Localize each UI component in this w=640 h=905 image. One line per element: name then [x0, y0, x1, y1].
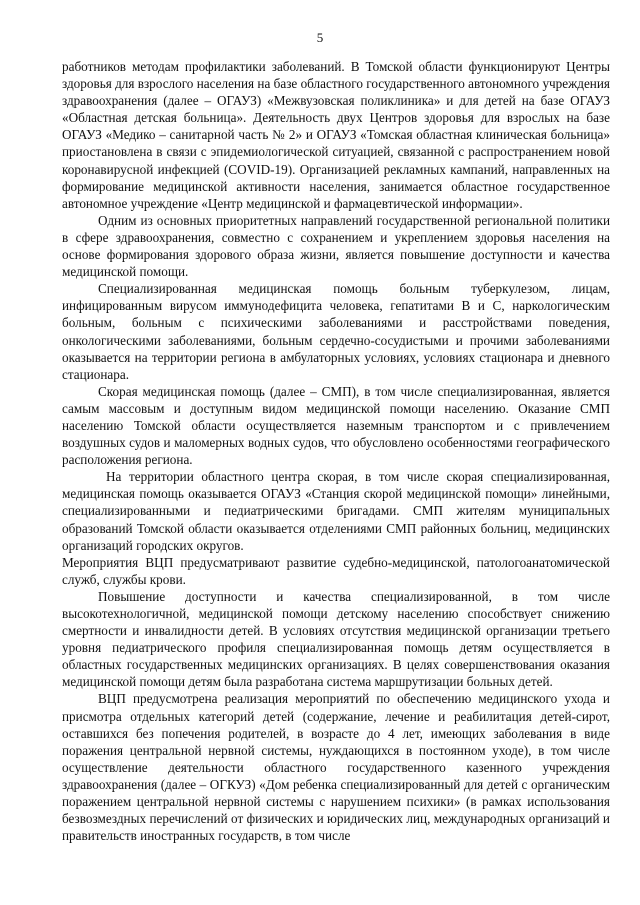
document-body: [62, 58, 610, 844]
paragraph-health-centers: работников методам профилактики заболеваний. В Томской области функционируют Центры здоровья для взрослого населения на базе областного государственного автономного учреждения здравоохранения (далее – ОГАУЗ) «Межвузовская поликлиника» и для детей на базе ОГАУЗ «Областная детская больница». Деятельность двух Центров здоровья для взрослых на базе ОГАУЗ «Медико – санитарной часть № 2» и ОГАУЗ «Томская областная клиническая больница» приостановлена в связи с эпидемиологической ситуацией, связанной с распространением новой коронавирусной инфекцией (COVID-19). Организацией рекламных кампаний, направленных на формирование медицинской активности населения, занимается областное государственное автономное учреждение «Центр медицинской и фармацевтической информации».: [62, 59, 610, 211]
paragraph-child-care-measures: ВЦП предусмотрена реализация мероприятий по обеспечению медицинского ухода и присмотра отдельных категорий детей (содержание, лечение и реабилитация детей-сирот, оставшихся без попечения родителей, в возрасте до 4 лет, имеющих заболевания в виде поражения центральной нервной системы, нуждающихся в постоянном уходе), в том числе осуществление деятельности областного государственного казенного учреждения здравоохранения (далее – ОГКУЗ) «Дом ребенка специализированный для детей с органическим поражением центральной нервной системы с нарушением психики» (в рамках использования безвозмездных перечислений от физических и юридических лиц, международных организаций и правительств иностранных государств, в том числе: [62, 691, 610, 844]
paragraph-emergency-station: На территории областного центра скорая, в том числе скорая специализированная, медицинская помощь оказывается ОГАУЗ «Станция скорой медицинской помощи» линейными, специализированными и педиатрическими бригадами. СМП жителям муниципальных образований Томской области оказывается отделениями СМП районных больниц, медицинских организаций городских округов.: [62, 469, 610, 553]
paragraph-regional-policy: Одним из основных приоритетных направлений государственной региональной политики в сфере здравоохранения, совместно с сохранением и укреплением здоровья населения на основе формирования здорового образа жизни, является повышение доступности и качества медицинской помощи.: [62, 212, 610, 280]
paragraph-child-care-access: Повышение доступности и качества специализированной, в том числе высокотехнологичной, медицинской помощи детскому населению способствует снижению смертности и инвалидности детей. В условиях отсутствия медицинской организации третьего уровня педиатрического профиля специализированная помощь детям осуществляется в областных государственных медицинских организациях. В целях совершенствования оказания медицинской помощи детям была разработана система маршрутизации больных детей.: [62, 588, 610, 690]
paragraph-vcp-services: Мероприятия ВЦП предусматривают развитие судебно-медицинской, патологоанатомической служб, службы крови.: [62, 554, 610, 587]
paragraph-specialized-care: Специализированная медицинская помощь больным туберкулезом, лицам, инфицированным вирусом иммунодефицита человека, гепатитами В и С, наркологическим больным, больным с психическими заболеваниями и расстройствами поведения, онкологическими заболеваниями, больным сердечно-сосудистыми и прочими заболеваниями оказывается на территории региона в амбулаторных условиях, условиях стационара и дневного стационара.: [62, 281, 610, 382]
paragraph-emergency-care: Скорая медицинская помощь (далее – СМП), в том числе специализированная, является самым массовым и доступным видом медицинской помощи населению. Оказание СМП населению Томской области осуществляется наземным транспортом и с привлечением воздушных судов и маломерных водных судов, что обусловлено особенностями географического расположения региона.: [62, 383, 610, 468]
page-number: 5: [316, 30, 324, 45]
